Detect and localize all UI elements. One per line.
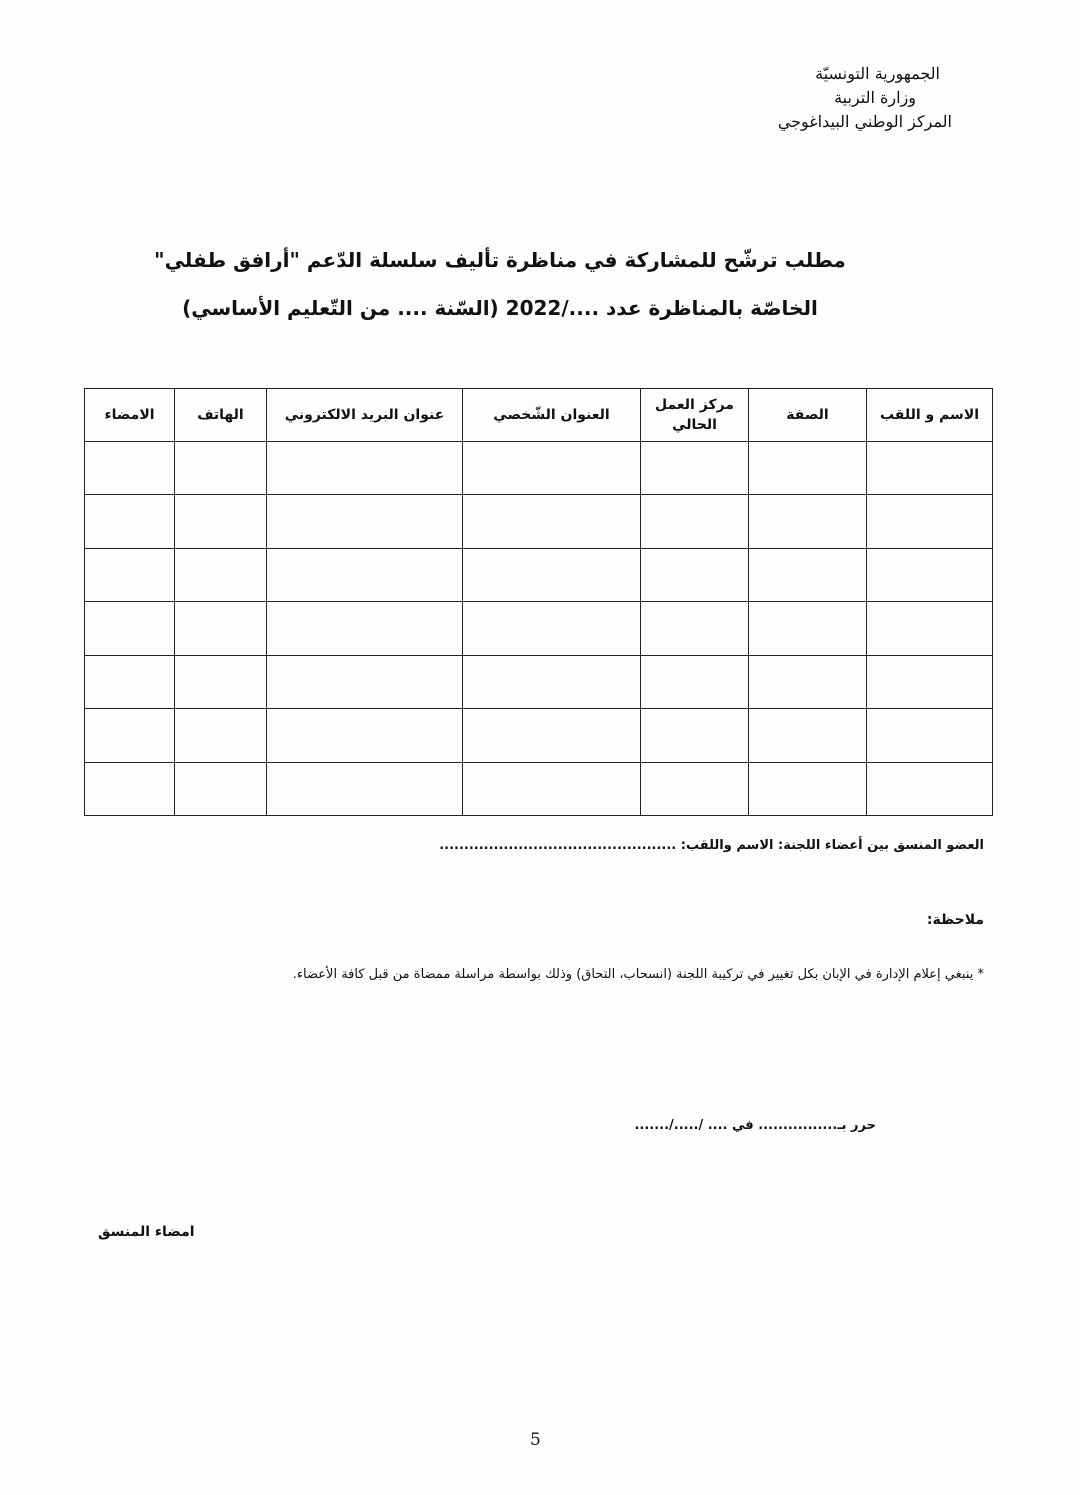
table-cell[interactable] bbox=[175, 495, 267, 548]
table-cell[interactable] bbox=[267, 655, 463, 708]
table-cell[interactable] bbox=[867, 602, 993, 655]
document-title bbox=[120, 236, 880, 332]
table-cell[interactable] bbox=[85, 495, 175, 548]
table-cell[interactable] bbox=[749, 655, 867, 708]
coordinator-line bbox=[439, 838, 984, 853]
table-cell[interactable] bbox=[867, 655, 993, 708]
table-cell[interactable] bbox=[641, 548, 749, 601]
table-cell[interactable] bbox=[267, 442, 463, 495]
ministry-header bbox=[778, 62, 952, 134]
table-cell[interactable] bbox=[749, 762, 867, 815]
table-cell[interactable] bbox=[85, 709, 175, 762]
table-cell[interactable] bbox=[85, 655, 175, 708]
coordinator-signature-label: امضاء المنسق bbox=[98, 1224, 195, 1240]
table-cell[interactable] bbox=[267, 762, 463, 815]
header-phone: الهاتف bbox=[175, 389, 267, 442]
header-role: الصفة bbox=[749, 389, 867, 442]
header-signature: الامضاء bbox=[85, 389, 175, 442]
page-number: 5 bbox=[530, 1430, 541, 1450]
table-cell[interactable] bbox=[463, 602, 641, 655]
table-row bbox=[85, 495, 993, 548]
table-cell[interactable] bbox=[267, 602, 463, 655]
republic-name: الجمهورية التونسيّة bbox=[815, 64, 940, 83]
header-address: العنوان الشّخصي bbox=[463, 389, 641, 442]
table-cell[interactable] bbox=[463, 762, 641, 815]
table-cell[interactable] bbox=[641, 495, 749, 548]
header-email: عنوان البريد الالكتروني bbox=[267, 389, 463, 442]
table-cell[interactable] bbox=[867, 548, 993, 601]
header-workplace: مركز العمل الحالي bbox=[641, 389, 749, 442]
table-cell[interactable] bbox=[463, 495, 641, 548]
table-cell[interactable] bbox=[175, 655, 267, 708]
table-row bbox=[85, 655, 993, 708]
table-cell[interactable] bbox=[85, 442, 175, 495]
table-cell[interactable] bbox=[175, 442, 267, 495]
table-cell[interactable] bbox=[749, 495, 867, 548]
table-cell[interactable] bbox=[641, 602, 749, 655]
table-cell[interactable] bbox=[267, 709, 463, 762]
table-cell[interactable] bbox=[749, 602, 867, 655]
table-cell[interactable] bbox=[749, 548, 867, 601]
table-cell[interactable] bbox=[463, 548, 641, 601]
table-cell[interactable] bbox=[749, 442, 867, 495]
table-cell[interactable] bbox=[267, 548, 463, 601]
table-cell[interactable] bbox=[175, 762, 267, 815]
table-cell[interactable] bbox=[85, 548, 175, 601]
title-line-2: الخاصّة بالمناظرة عدد ..../2022 (السّنة .... من التّعليم الأساسي) bbox=[182, 296, 818, 320]
table-row bbox=[85, 602, 993, 655]
coordinator-label: العضو المنسق بين أعضاء اللجنة: الاسم واللقب: bbox=[680, 838, 984, 853]
note-title: ملاحظة: bbox=[926, 912, 984, 928]
candidates-table bbox=[84, 388, 993, 816]
ministry-name: وزارة التربية bbox=[834, 88, 916, 107]
table-cell[interactable] bbox=[175, 709, 267, 762]
table-cell[interactable] bbox=[749, 709, 867, 762]
coordinator-dots[interactable]: ................................................ bbox=[439, 838, 677, 853]
table-cell[interactable] bbox=[867, 762, 993, 815]
table-cell[interactable] bbox=[641, 442, 749, 495]
table-cell[interactable] bbox=[867, 495, 993, 548]
table-header-row bbox=[85, 389, 993, 442]
table-row bbox=[85, 762, 993, 815]
table-cell[interactable] bbox=[267, 495, 463, 548]
note-text: * ينبغي إعلام الإدارة في الإبان بكل تغيير في تركيبة اللجنة (انسحاب، التحاق) وذلك بواسطة مراسلة ممضاة من قبل كافة الأعضاء. bbox=[292, 967, 984, 982]
table-cell[interactable] bbox=[867, 442, 993, 495]
table-cell[interactable] bbox=[175, 602, 267, 655]
table-cell[interactable] bbox=[641, 709, 749, 762]
table-cell[interactable] bbox=[641, 655, 749, 708]
table-cell[interactable] bbox=[85, 762, 175, 815]
table-cell[interactable] bbox=[867, 709, 993, 762]
table-cell[interactable] bbox=[463, 442, 641, 495]
header-name: الاسم و اللقب bbox=[867, 389, 993, 442]
table-row bbox=[85, 442, 993, 495]
table-cell[interactable] bbox=[641, 762, 749, 815]
title-line-1: مطلب ترشّح للمشاركة في مناظرة تأليف سلسلة الدّعم "أرافق طفلي" bbox=[154, 248, 846, 272]
table-cell[interactable] bbox=[463, 655, 641, 708]
table-row bbox=[85, 709, 993, 762]
center-name: المركز الوطني البيداغوجي bbox=[777, 112, 952, 131]
table-cell[interactable] bbox=[175, 548, 267, 601]
made-at-line[interactable]: حرر بـ................ في .... /...../....... bbox=[634, 1118, 876, 1133]
table-cell[interactable] bbox=[463, 709, 641, 762]
table-row bbox=[85, 548, 993, 601]
table-cell[interactable] bbox=[85, 602, 175, 655]
